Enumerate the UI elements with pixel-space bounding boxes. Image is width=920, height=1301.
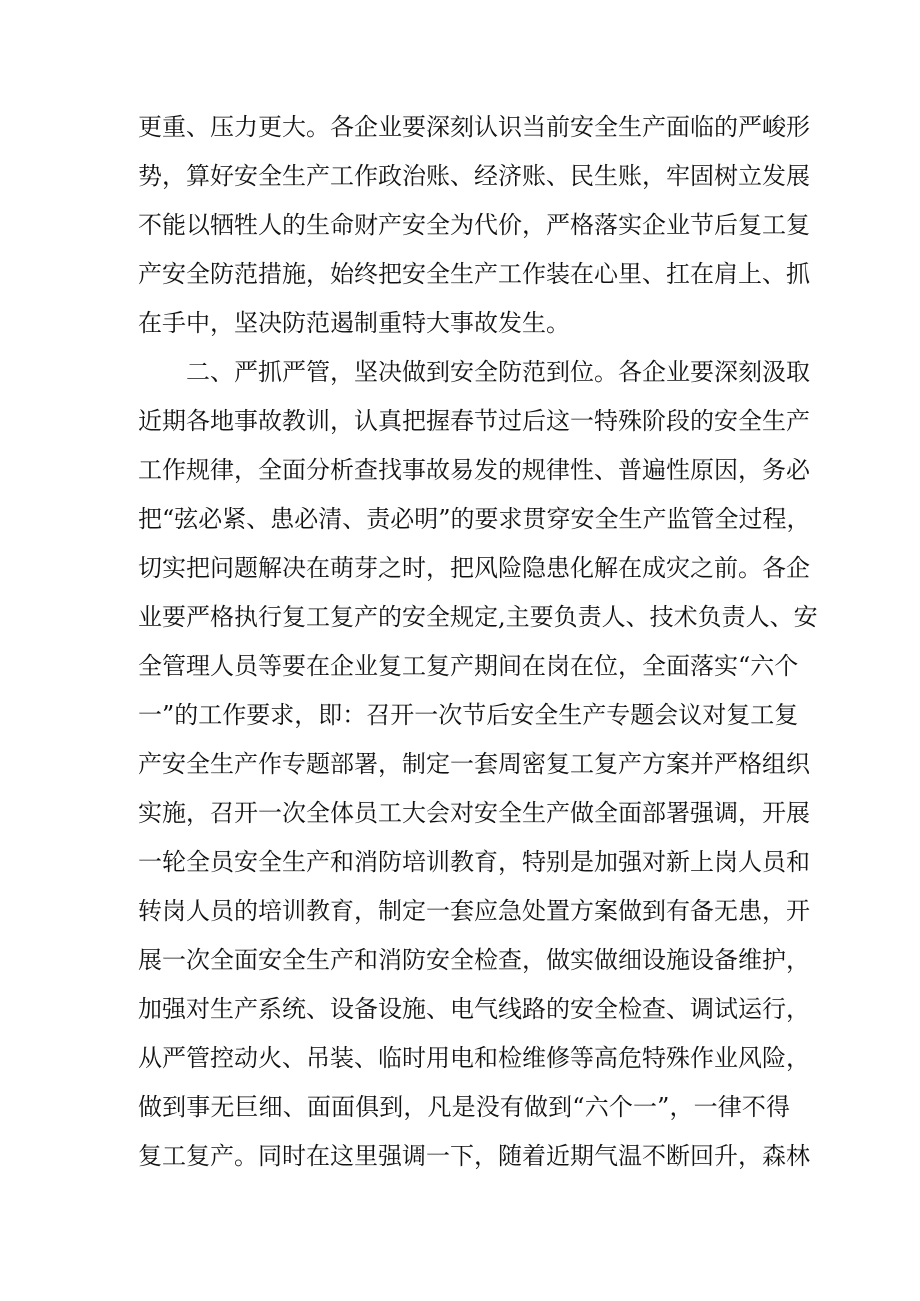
text-line: 势，算好安全生产工作政治账、经济账、民生账，牢固树立发展 bbox=[138, 162, 810, 190]
text-line: 更重、压力更大。各企业要深刻认识当前安全生产面临的严峻形 bbox=[138, 113, 810, 141]
text-line: 工作规律，全面分析查找事故易发的规律性、普遍性原因，务必 bbox=[138, 456, 810, 484]
text-line: 全管理人员等要在企业复工复产期间在岗在位，全面落实“六个 bbox=[138, 652, 799, 680]
text-line: 把“弦必紧、患必清、责必明”的要求贯穿安全生产监管全过程， bbox=[138, 505, 811, 533]
text-line: 一”的工作要求，即：召开一次节后安全生产专题会议对复工复 bbox=[138, 701, 799, 729]
text-line: 一轮全员安全生产和消防培训教育，特别是加强对新上岗人员和 bbox=[138, 848, 810, 876]
text-line: 产安全生产作专题部署，制定一套周密复工复产方案并严格组织 bbox=[138, 750, 810, 778]
text-line: 实施，召开一次全体员工大会对安全生产做全面部署强调，开展 bbox=[138, 799, 810, 827]
text-line: 在手中，坚决防范遏制重特大事故发生。 bbox=[138, 309, 570, 337]
text-line: 产安全防范措施，始终把安全生产工作装在心里、扛在肩上、抓 bbox=[138, 260, 810, 288]
text-line: 业要严格执行复工复产的安全规定,主要负责人、技术负责人、安 bbox=[138, 603, 818, 631]
text-line: 展一次全面安全生产和消防安全检查，做实做细设施设备维护， bbox=[138, 946, 810, 974]
text-line: 转岗人员的培训教育，制定一套应急处置方案做到有备无患，开 bbox=[138, 897, 810, 925]
text-line: 近期各地事故教训，认真把握春节过后这一特殊阶段的安全生产 bbox=[138, 407, 810, 435]
text-line: 复工复产。同时在这里强调一下，随着近期气温不断回升，森林 bbox=[138, 1142, 810, 1170]
document-body bbox=[138, 103, 818, 1181]
text-line: 不能以牺牲人的生命财产安全为代价，严格落实企业节后复工复 bbox=[138, 211, 810, 239]
text-line: 加强对生产系统、设备设施、电气线路的安全检查、调试运行， bbox=[138, 995, 810, 1023]
text-line: 二、严抓严管，坚决做到安全防范到位。各企业要深刻汲取 bbox=[186, 358, 810, 386]
text-line: 切实把问题解决在萌芽之时，把风险隐患化解在成灾之前。各企 bbox=[138, 554, 810, 582]
text-line: 做到事无巨细、面面俱到，凡是没有做到“六个一”，一律不得 bbox=[138, 1093, 790, 1121]
text-line: 从严管控动火、吊装、临时用电和检维修等高危特殊作业风险， bbox=[138, 1044, 810, 1072]
